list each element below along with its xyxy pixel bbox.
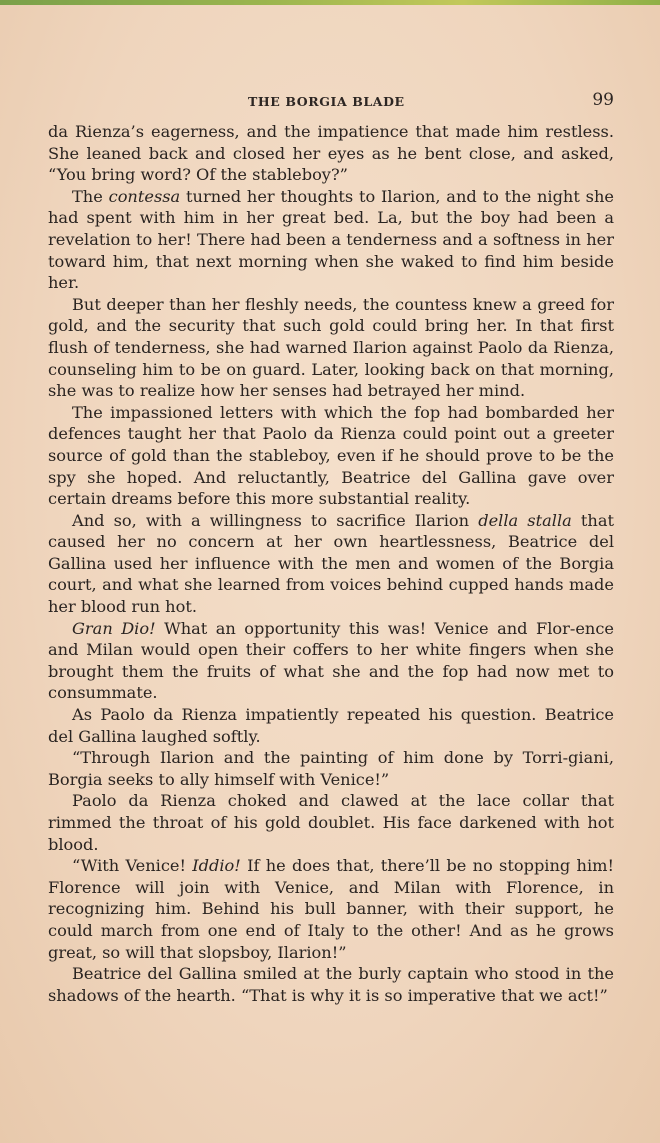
paragraph-4 [48,402,614,510]
paragraph-7 [48,704,614,747]
paragraph-6 [48,618,614,704]
paragraph-1 [48,121,614,186]
text-run: As Paolo da Rienza impatiently repeated his question. Beatrice del Gallina laughed softly. [48,705,614,746]
text-run: What an opportunity this was! Venice and Flor-ence and Milan would open their coffers to her white fingers when she brought them the fruits of what she and the fop had now met to consummate. [48,618,614,703]
text-run: “With Venice! [72,856,193,876]
italic-text-run: della stalla [478,510,572,530]
page-top-edge [0,0,660,5]
body-text [48,121,614,1006]
text-run: Paolo da Rienza choked and clawed at the lace collar that rimmed the throat of his gold doublet. His face darkened with hot blood. [48,791,614,854]
paragraph-3 [48,294,614,402]
text-run: The [72,186,109,206]
text-run: turned her thoughts to Ilarion, and to the night she had spent with him in her great bed. La, but the boy had been a revelation to her! There had been a tenderness and a softness in her toward him, that next morning when she waked to find him beside her. [48,186,614,293]
text-run: “Through Ilarion and the painting of him done by Torri-giani, Borgia seeks to ally himself with Venice!” [48,748,614,789]
page-number: 99 [592,90,614,110]
paragraph-10 [48,855,614,963]
paragraph-11 [48,963,614,1006]
text-run: But deeper than her fleshly needs, the countess knew a greed for gold, and the security that such gold could bring her. In that first flush of tenderness, she had warned Ilarion against Paolo da Rienza, counseling him to be on guard. Later, looking back on that morning, she was to realize how her senses had betrayed her mind. [48,294,614,401]
paragraph-8 [48,747,614,790]
running-head: THE BORGIA BLADE [248,94,405,109]
text-run: da Rienza’s eagerness, and the impatience that made him restless. She leaned back and closed her eyes as he bent close, and asked, “You bring word? Of the stableboy?” [48,122,614,185]
italic-text-run: Gran Dio! [72,618,156,638]
text-run: If he does that, there’ll be no stopping him! Florence will join with Venice, and Milan with Florence, in recognizing him. Behind his bull banner, with their support, he could march from one end of Italy to the other! And as he grows great, so will that slopsboy, Ilarion!” [48,856,614,962]
text-run: that caused her no concern at her own heartlessness, Beatrice del Gallina used her influence with the men and women of the Borgia court, and what she learned from voices behind cupped hands made her blood run hot. [48,510,614,617]
text-run: Beatrice del Gallina smiled at the burly captain who stood in the shadows of the hearth. “That is why it is so imperative that we act!” [48,964,614,1005]
text-run: The impassioned letters with which the fop had bombarded her defences taught her that Paolo da Rienza could point out a greeter source of gold than the stableboy, even if he should prove to be the spy she hoped. And reluctantly, Beatrice del Gallina gave over certain dreams before this more substantial reality. [48,402,614,509]
page-header [48,90,614,114]
paragraph-9 [48,790,614,855]
paragraph-2 [48,186,614,294]
paragraph-5 [48,510,614,618]
italic-text-run: contessa [108,186,181,206]
book-page [48,90,614,1006]
italic-text-run: Iddio! [192,856,241,876]
text-run: And so, with a willingness to sacrifice Ilarion [72,510,479,530]
